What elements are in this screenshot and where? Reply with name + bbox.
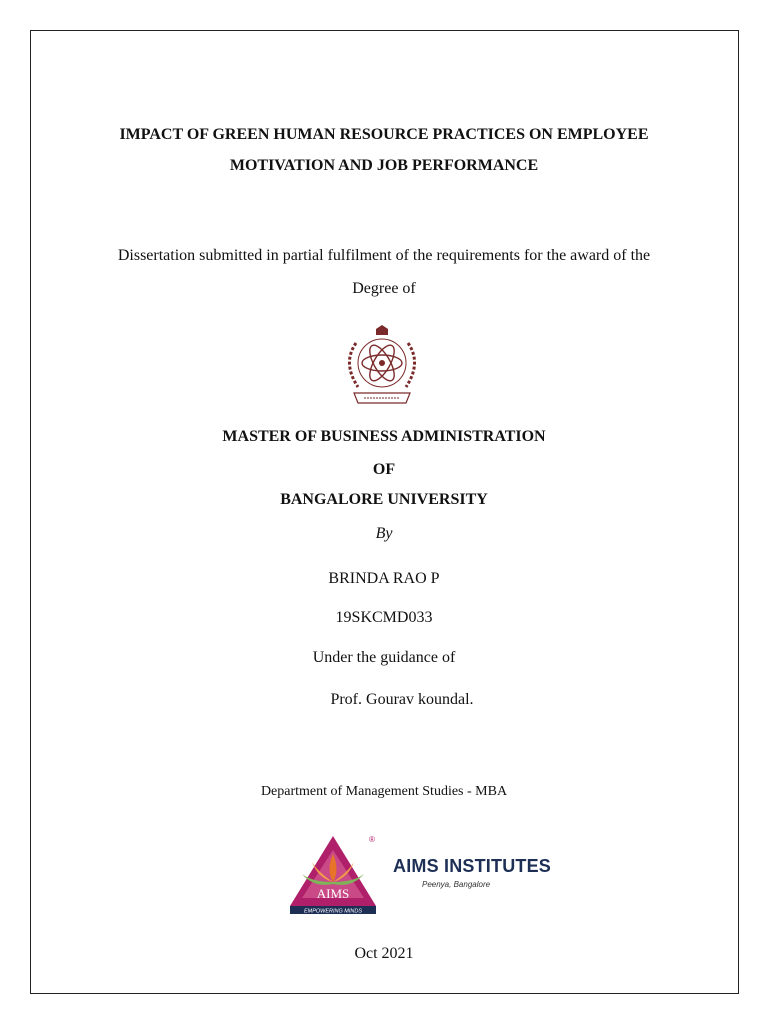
department-name: Department of Management Studies - MBA — [260, 784, 508, 799]
submission-statement-line-1: Dissertation submitted in partial fulfilment of the requirements for the award of the — [117, 247, 651, 264]
author-name: BRINDA RAO P — [328, 570, 440, 587]
university-name: BANGALORE UNIVERSITY — [280, 491, 488, 508]
aims-tagline: EMPOWERING MINDS — [303, 908, 363, 915]
thesis-title-line-1: IMPACT OF GREEN HUMAN RESOURCE PRACTICES ON EMPLOYEE — [119, 126, 649, 143]
register-number: 19SKCMD033 — [335, 609, 433, 626]
bangalore-university-seal-icon — [334, 323, 430, 407]
institute-location: Peenya, Bangalore — [422, 880, 491, 889]
submission-statement-line-2: Degree of — [352, 280, 416, 297]
degree-name: MASTER OF BUSINESS ADMINISTRATION — [222, 428, 546, 445]
registered-mark: ® — [369, 835, 375, 844]
submission-date: Oct 2021 — [354, 945, 414, 962]
aims-lotus-logo-icon — [288, 832, 378, 918]
institute-name: AIMS INSTITUTES — [393, 856, 552, 876]
guidance-label: Under the guidance of — [312, 649, 456, 666]
guide-name: Prof. Gourav koundal. — [330, 691, 474, 708]
degree-connector: OF — [372, 461, 396, 478]
by-label: By — [375, 525, 393, 542]
thesis-title-line-2: MOTIVATION AND JOB PERFORMANCE — [229, 157, 539, 174]
aims-logo-text: AIMS — [316, 886, 350, 901]
